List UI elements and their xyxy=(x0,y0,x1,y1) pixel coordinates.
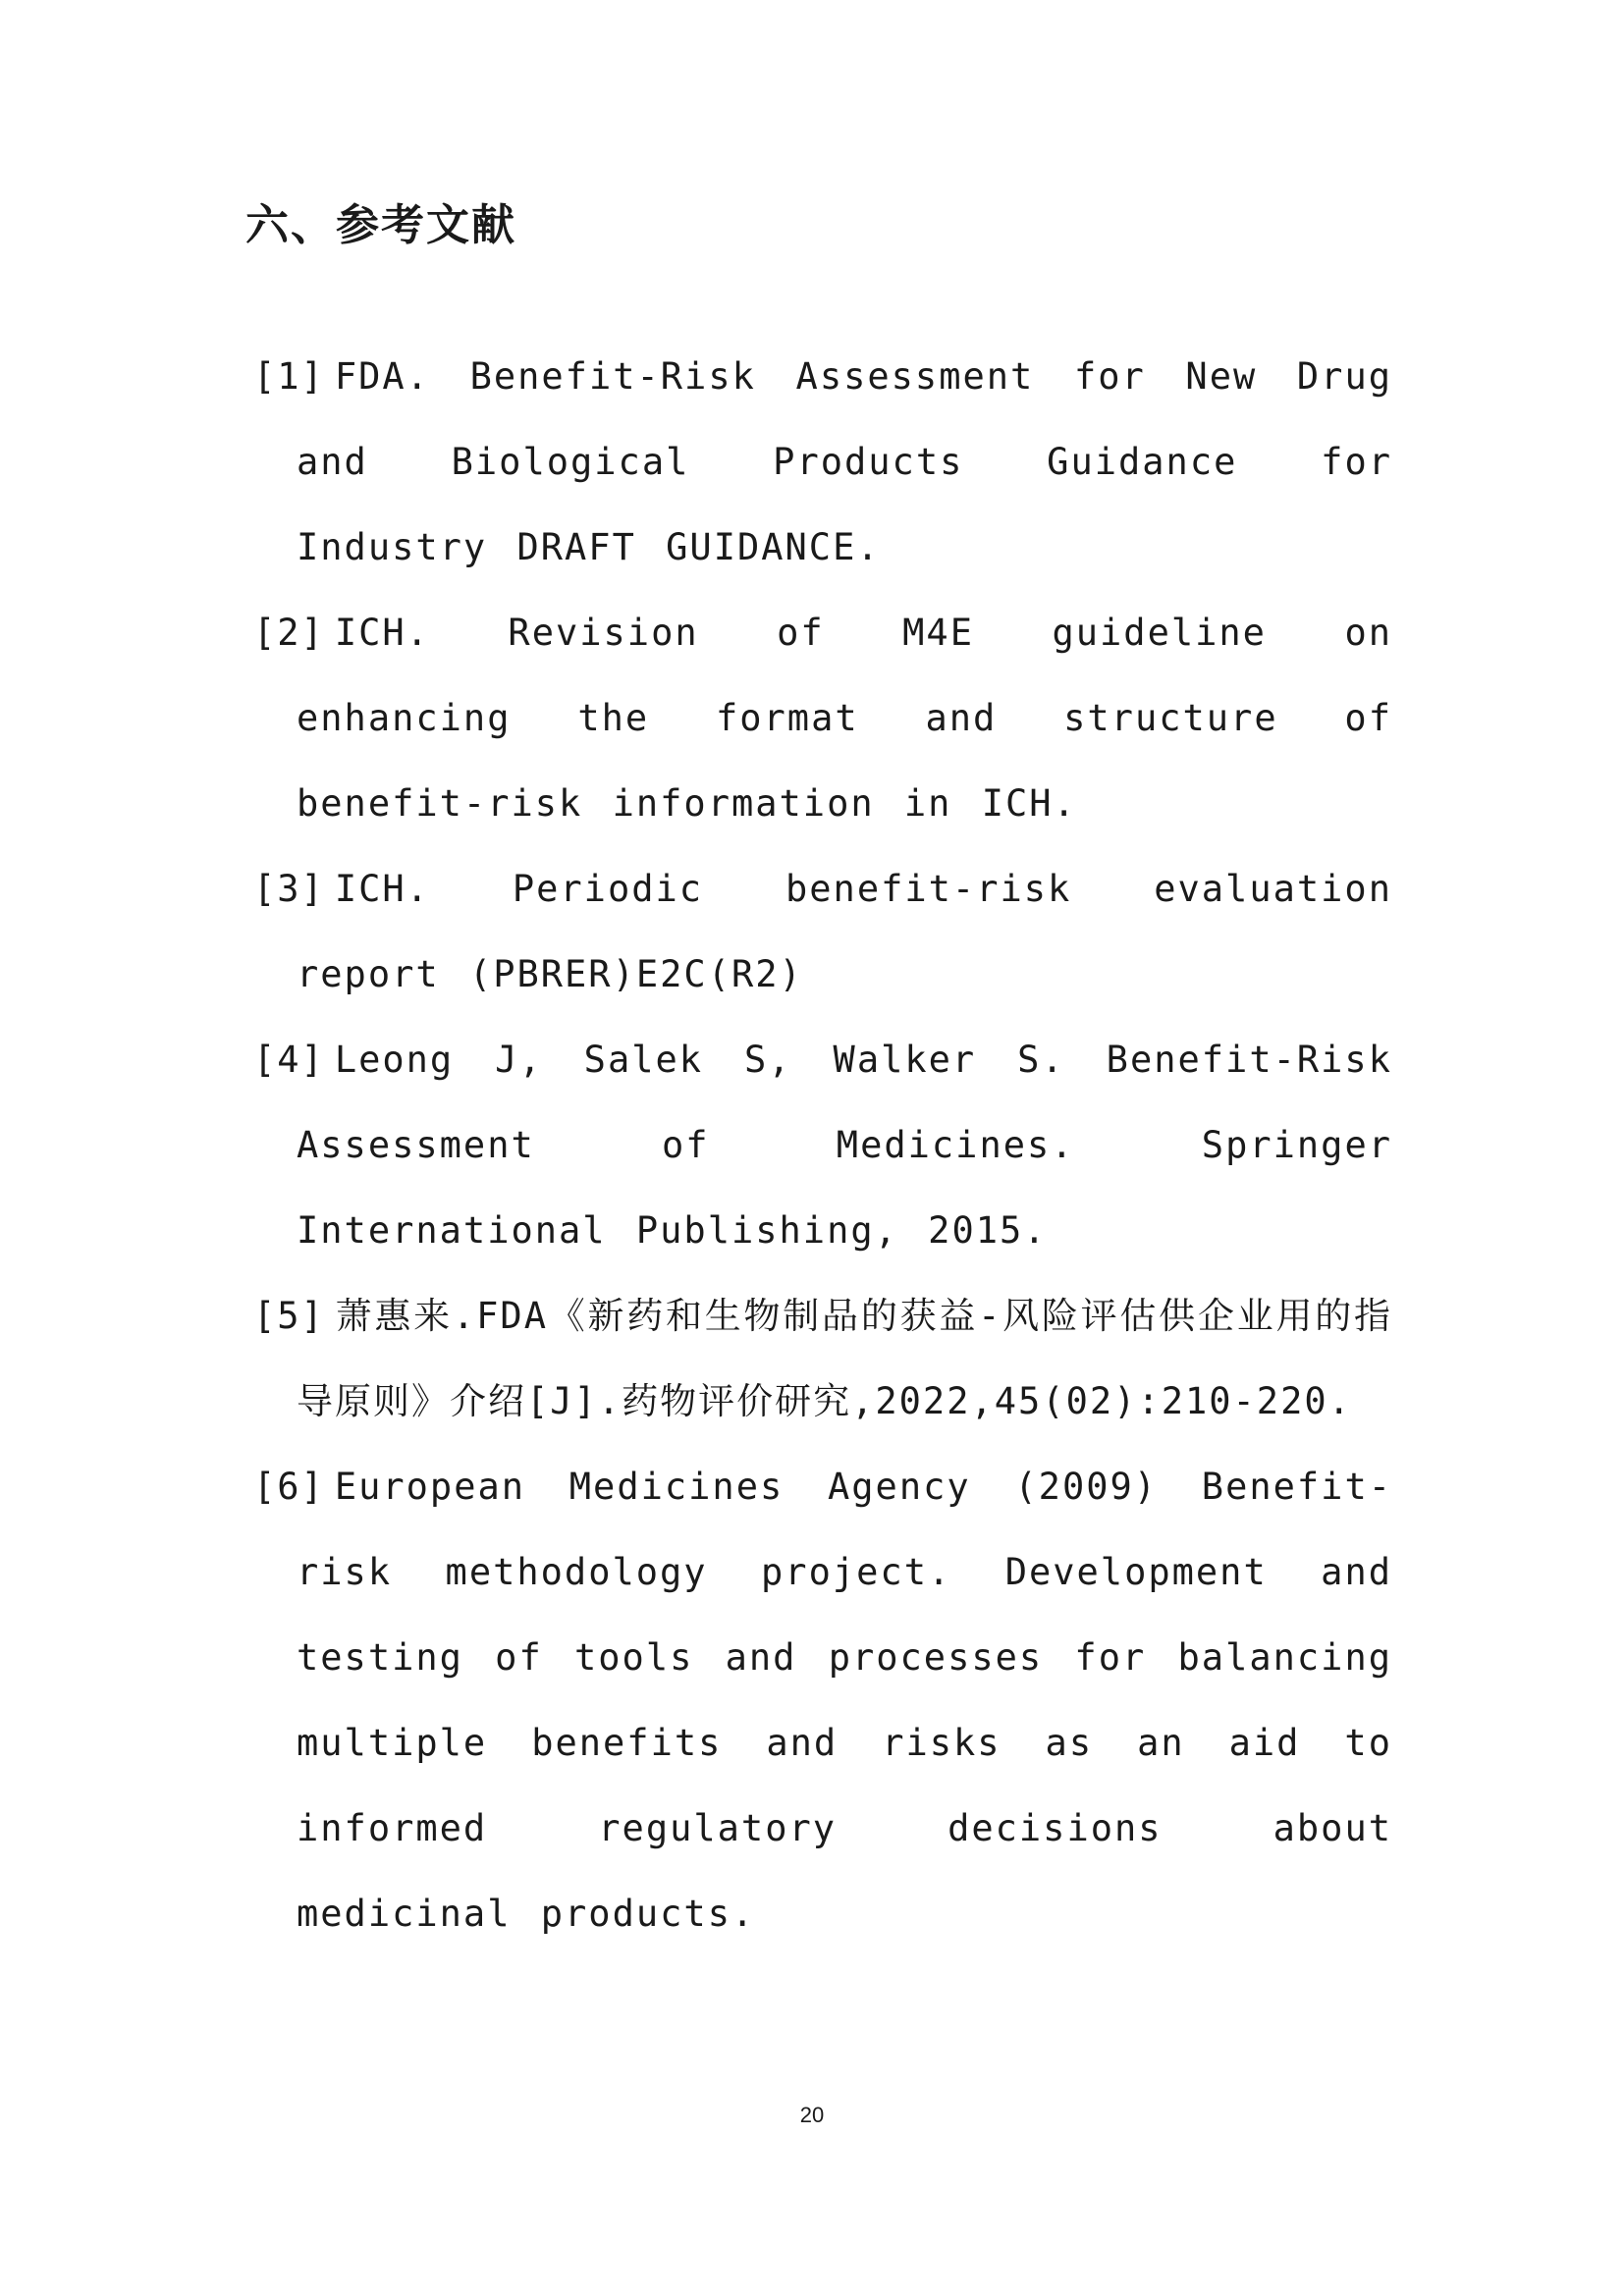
reference-text: Leong J, Salek S, Walker S. Benefit-Risk Assessment of Medicines. Springer International Publishing, 2015. xyxy=(297,1039,1392,1252)
reference-text: European Medicines Agency (2009) Benefit-risk methodology project. Development and testing of tools and processes for balancing multiple benefits and risks as an aid to informed regulatory decisions about medicinal products. xyxy=(297,1466,1392,1935)
reference-text: FDA. Benefit-Risk Assessment for New Drug and Biological Products Guidance for Industry DRAFT GUIDANCE. xyxy=(297,355,1392,568)
reference-number: [4] xyxy=(253,1039,325,1081)
page-number: 20 xyxy=(799,2103,825,2127)
reference-item-4 xyxy=(253,1017,1392,1273)
reference-list xyxy=(253,334,1392,1956)
section-title: 六、参考文献 xyxy=(245,200,516,250)
reference-item-6 xyxy=(253,1444,1392,1956)
reference-number: [2] xyxy=(253,612,325,654)
reference-text: 萧惠来.FDA《新药和生物制品的获益-风险评估供企业用的指导原则》介绍[J].药物评价研究,2022,45(02):210-220. xyxy=(297,1295,1392,1422)
reference-text: ICH. Periodic benefit-risk evaluation report (PBRER)E2C(R2) xyxy=(297,868,1392,995)
reference-item-1 xyxy=(253,334,1392,590)
reference-number: [5] xyxy=(253,1295,325,1337)
reference-number: [1] xyxy=(253,355,325,398)
reference-number: [3] xyxy=(253,868,325,910)
reference-item-3 xyxy=(253,846,1392,1017)
reference-item-2 xyxy=(253,590,1392,846)
reference-item-5 xyxy=(253,1273,1392,1444)
reference-number: [6] xyxy=(253,1466,325,1508)
reference-text: ICH. Revision of M4E guideline on enhancing the format and structure of benefit-risk information in ICH. xyxy=(297,612,1392,825)
